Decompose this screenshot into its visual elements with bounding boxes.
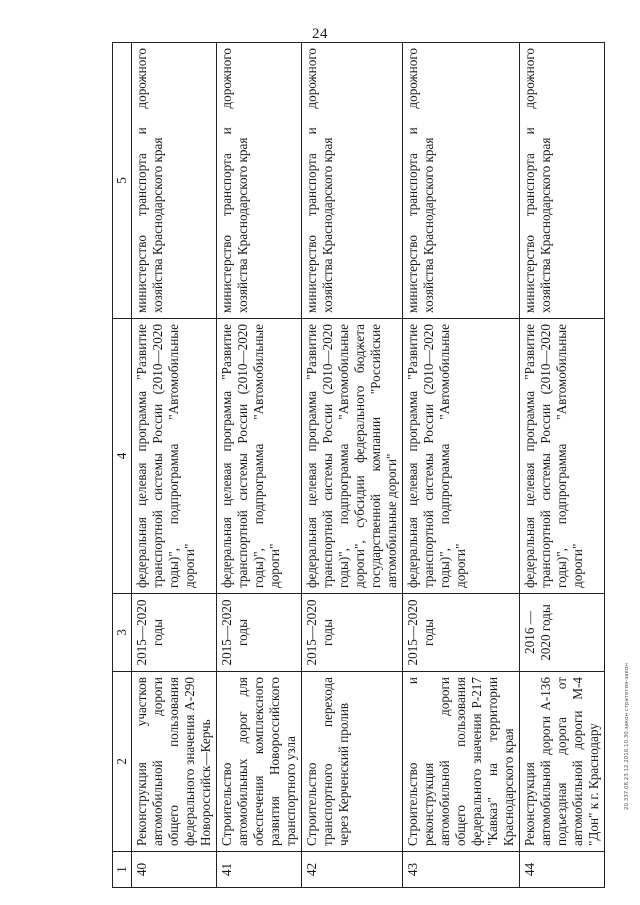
responsible-executor: министерство транспорта и дорожного хозяйства Краснодарского края	[132, 43, 217, 319]
table-row	[403, 43, 520, 888]
measures-table	[112, 42, 605, 888]
header-col-5: 5	[113, 43, 132, 319]
table-row	[132, 43, 217, 888]
header-row	[113, 43, 132, 888]
row-number: 40	[132, 852, 217, 888]
rotated-table-sheet	[112, 43, 601, 888]
period: 2015—2020 годы	[132, 594, 217, 672]
row-number: 43	[403, 852, 520, 888]
table-row	[520, 43, 605, 888]
header-col-3: 3	[113, 594, 132, 672]
responsible-executor: министерство транспорта и дорожного хозяйства Краснодарского края	[520, 43, 605, 319]
header-col-4: 4	[113, 319, 132, 594]
header-col-2: 2	[113, 672, 132, 852]
measure-name: Строительство транспортного перехода через Керченский пролив	[302, 672, 403, 852]
margin-file-stamp-text: 20.337.08.23.12.2016.10.30.закон стратегия-закон	[624, 663, 630, 810]
period: 2016 — 2020 годы	[520, 594, 605, 672]
header-col-1: 1	[113, 852, 132, 888]
table-row	[302, 43, 403, 888]
row-number: 42	[302, 852, 403, 888]
table-row	[217, 43, 302, 888]
period: 2015—2020 годы	[403, 594, 520, 672]
funding-program: федеральная целевая программа "Развитие транспортной системы России (2010—2020 годы)", подпрограмма "Автомобильные дороги"	[132, 319, 217, 594]
funding-program: федеральная целевая программа "Развитие транспортной системы России (2010—2020 годы)", подпрограмма "Автомобильные дороги"	[520, 319, 605, 594]
row-number: 44	[520, 852, 605, 888]
period: 2015—2020 годы	[217, 594, 302, 672]
period: 2015—2020 годы	[302, 594, 403, 672]
measure-name: Реконструкция автомобильной дороги А-136 подъездная дорога от автомобильной дороги М-4 "Дон" к г. Краснодару	[520, 672, 605, 852]
measure-name: Строительство автомобильных дорог для обеспечения комплексного развития Новороссийского транспортного узла	[217, 672, 302, 852]
responsible-executor: министерство транспорта и дорожного хозяйства Краснодарского края	[302, 43, 403, 319]
funding-program: федеральная целевая программа "Развитие транспортной системы России (2010—2020 годы)", подпрограмма "Автомобильные дороги", субсидии федерального бюджета государственной компании "Российские автомобильные дороги"	[302, 319, 403, 594]
responsible-executor: министерство транспорта и дорожного хозяйства Краснодарского края	[403, 43, 520, 319]
funding-program: федеральная целевая программа "Развитие транспортной системы России (2010—2020 годы)", подпрограмма "Автомобильные дороги"	[217, 319, 302, 594]
margin-file-stamp	[624, 210, 636, 810]
responsible-executor: министерство транспорта и дорожного хозяйства Краснодарского края	[217, 43, 302, 319]
measure-name: Реконструкция участков автомобильной дороги общего пользования федерального значения А-290 Новороссийск—Керчь	[132, 672, 217, 852]
measure-name: Строительство и реконструкция автомобильной дороги общего пользования федерального значения Р-217 "Кавказ" на территории Краснодарского края	[403, 672, 520, 852]
row-number: 41	[217, 852, 302, 888]
page-number: 24	[312, 26, 328, 42]
funding-program: федеральная целевая программа "Развитие транспортной системы России (2010—2020 годы)", подпрограмма "Автомобильные дороги"	[403, 319, 520, 594]
